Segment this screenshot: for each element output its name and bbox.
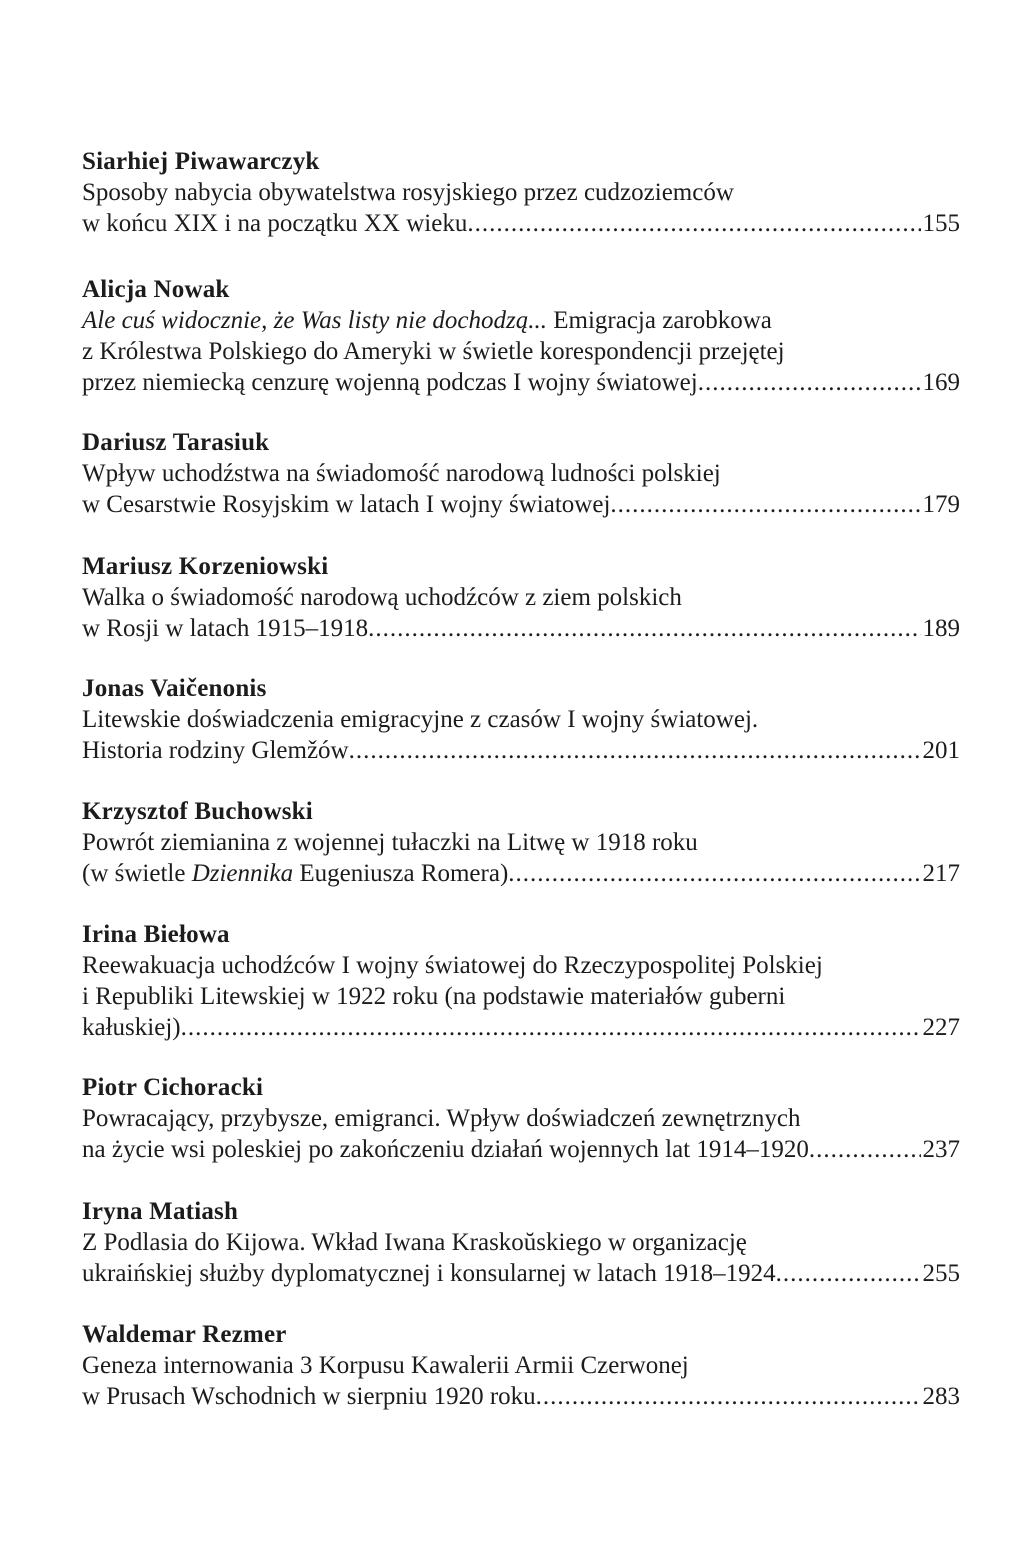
dot-leader	[349, 735, 921, 766]
entry-title-last-line	[82, 613, 960, 644]
entry-title-line: Litewskie doświadczenia emigracyjne z czasów I wojny światowej.	[82, 706, 759, 733]
entry-title-last-line	[82, 367, 960, 398]
entry-page-number: 217	[922, 860, 960, 887]
entry-title-last-line	[82, 1012, 960, 1043]
entry-author: Jonas Vaičenonis	[82, 675, 267, 702]
entry-title-last-line	[82, 1134, 960, 1165]
dot-leader	[776, 1258, 921, 1289]
entry-author: Alicja Nowak	[82, 276, 230, 303]
entry-title-line: Z Podlasia do Kijowa. Wkład Iwana Kraskoŭskiego w organizację	[82, 1229, 747, 1256]
entry-title-line	[82, 305, 962, 336]
toc-entry	[82, 1196, 962, 1289]
dot-leader	[467, 208, 920, 239]
entry-title-text	[82, 858, 508, 889]
entry-title-last-line	[82, 735, 960, 766]
toc-entry	[82, 146, 962, 239]
toc-entry	[82, 1319, 962, 1412]
entry-title-last-line	[82, 1258, 960, 1289]
entry-title-line: Wpływ uchodźstwa na świadomość narodową ludności polskiej	[82, 460, 721, 487]
dot-leader	[508, 858, 920, 889]
entry-title-text: (w świetle	[82, 860, 192, 887]
entry-title-text: Emigracja zarobkowa	[547, 307, 772, 334]
entry-author: Krzysztof Buchowski	[82, 798, 313, 825]
entry-title-italic: Dziennika	[191, 860, 294, 887]
toc-entry	[82, 919, 962, 1043]
entry-title-text: w Cesarstwie Rosyjskim w latach I wojny światowej	[82, 491, 611, 518]
entry-author: Siarhiej Piwawarczyk	[82, 148, 320, 175]
dot-leader	[809, 1134, 921, 1165]
entry-page-number: 189	[922, 615, 960, 642]
entry-title-line: Sposoby nabycia obywatelstwa rosyjskiego przez cudzoziemców	[82, 179, 734, 206]
entry-page-number: 155	[922, 210, 960, 237]
toc-entry	[82, 1072, 962, 1165]
entry-title-italic: Ale cuś widocznie, że Was listy nie dochodzą...	[82, 307, 547, 334]
toc-entry	[82, 673, 962, 766]
entry-page-number: 237	[922, 1136, 960, 1163]
entry-author: Irina Biełowa	[82, 921, 230, 948]
entry-author: Piotr Cichoracki	[82, 1074, 264, 1101]
toc-entry	[82, 551, 962, 644]
entry-title-text: w końcu XIX i na początku XX wieku	[82, 210, 468, 237]
entry-title-last-line	[82, 858, 960, 889]
entry-title-last-line	[82, 489, 960, 520]
entry-page-number: 169	[922, 369, 960, 396]
entry-title-line: Reewakuacja uchodźców I wojny światowej do Rzeczypospolitej Polskiej	[82, 952, 823, 979]
toc-entry	[82, 796, 962, 889]
entry-title-line: Walka o świadomość narodową uchodźców z ziem polskich	[82, 584, 682, 611]
dot-leader	[610, 489, 920, 520]
dot-leader	[368, 613, 920, 644]
entry-title-line: Powrót ziemianina z wojennej tułaczki na Litwę w 1918 roku	[82, 829, 698, 856]
entry-title-text: ukraińskiej służby dyplomatycznej i konsularnej w latach 1918–1924	[82, 1260, 776, 1287]
entry-page-number: 179	[922, 491, 960, 518]
entry-page-number: 283	[922, 1383, 960, 1410]
entry-title-line: i Republiki Litewskiej w 1922 roku (na podstawie materiałów guberni	[82, 983, 786, 1010]
entry-page-number: 255	[922, 1260, 960, 1287]
entry-title-text: przez niemiecką cenzurę wojenną podczas I wojny światowej	[82, 369, 698, 396]
entry-title-text: w Rosji w latach 1915–1918	[82, 615, 369, 642]
toc-entry	[82, 427, 962, 520]
entry-author: Iryna Matiash	[82, 1198, 239, 1225]
entry-author: Waldemar Rezmer	[82, 1321, 287, 1348]
entry-title-line: Powracający, przybysze, emigranci. Wpływ doświadczeń zewnętrznych	[82, 1105, 801, 1132]
entry-title-text: Historia rodziny Glemžów	[82, 737, 349, 764]
toc-entry	[82, 274, 962, 398]
entry-title-text: kałuskiej)	[82, 1014, 181, 1041]
entry-author: Dariusz Tarasiuk	[82, 429, 270, 456]
entry-author: Mariusz Korzeniowski	[82, 553, 329, 580]
entry-page-number: 201	[922, 737, 960, 764]
entry-title-text: w Prusach Wschodnich w sierpniu 1920 roku	[82, 1383, 536, 1410]
dot-leader	[698, 367, 921, 398]
entry-title-text: na życie wsi poleskiej po zakończeniu działań wojennych lat 1914–1920	[82, 1136, 809, 1163]
entry-title-last-line	[82, 208, 960, 239]
entry-page-number: 227	[922, 1014, 960, 1041]
dot-leader	[181, 1012, 921, 1043]
entry-title-line: z Królestwa Polskiego do Ameryki w świetle korespondencji przejętej	[82, 338, 785, 365]
dot-leader	[536, 1381, 921, 1412]
entry-title-line: Geneza internowania 3 Korpusu Kawalerii Armii Czerwonej	[82, 1352, 689, 1379]
entry-title-text: Eugeniusza Romera)	[293, 860, 509, 887]
entry-title-last-line	[82, 1381, 960, 1412]
